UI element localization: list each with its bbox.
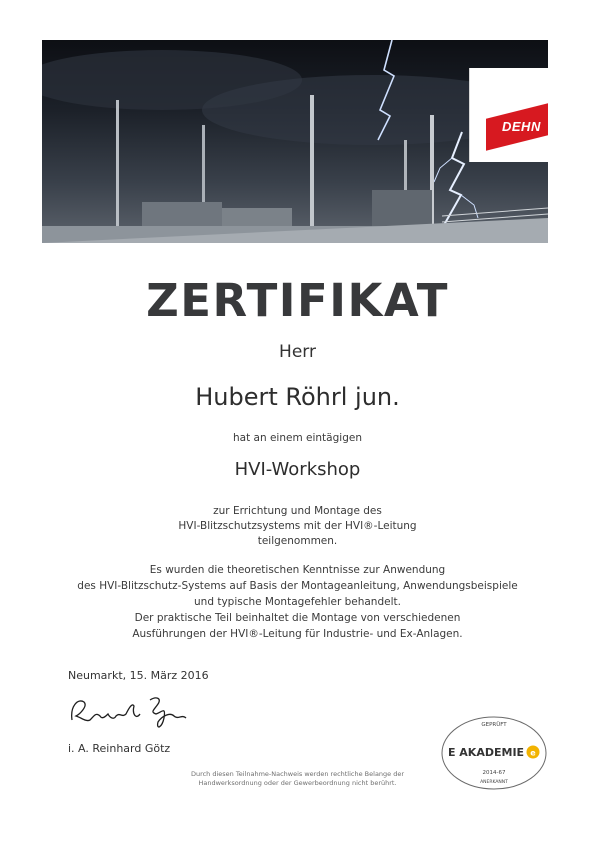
header-photo-lightning-rooftop <box>42 40 548 243</box>
legal-note-line: Durch diesen Teilnahme-Nachweis werden rechtliche Belange der <box>190 770 405 778</box>
course-description <box>40 562 555 642</box>
participation-intro: hat an einem eintägigen <box>233 432 362 444</box>
place-date: Neumarkt, 15. März 2016 <box>68 669 209 682</box>
description-line: des HVI-Blitzschutz-Systems auf Basis der Montageanleitung, Anwendungsbeispiele <box>77 580 518 592</box>
seal-main-text: E AKADEMIE <box>447 746 525 759</box>
description-line: und typische Montagefehler behandelt. <box>194 596 401 608</box>
dehn-logo <box>486 101 548 150</box>
purpose-line: teilgenommen. <box>257 535 338 547</box>
seal-year-text: 2014-67 <box>482 770 506 776</box>
workshop-name: HVI-Workshop <box>234 459 361 480</box>
handwritten-signature <box>66 692 196 734</box>
purpose-line: HVI-Blitzschutzsystems mit der HVI®-Leitung <box>178 520 417 532</box>
purpose-line: zur Errichtung und Montage des <box>213 505 382 517</box>
e-akademie-certification-seal <box>440 714 548 792</box>
description-line: Der praktische Teil beinhaltet die Montage von verschiedenen <box>134 612 461 624</box>
description-line: Ausführungen der HVI®-Leitung für Industrie- und Ex-Anlagen. <box>132 628 463 640</box>
dehn-logo-text: DEHN <box>501 118 541 134</box>
signer-name: i. A. Reinhard Götz <box>68 742 171 755</box>
seal-top-text: GEPRÜFT <box>481 722 507 728</box>
salutation: Herr <box>279 342 316 362</box>
description-line: Es wurden die theoretischen Kenntnisse zur Anwendung <box>149 564 446 576</box>
svg-text:e: e <box>530 748 536 758</box>
seal-bottom-text: ANERKANNT <box>480 780 508 785</box>
certificate-title: ZERTIFIKAT <box>146 274 449 327</box>
dehn-logo-panel <box>469 68 548 162</box>
recipient-name: Hubert Röhrl jun. <box>195 383 400 411</box>
legal-note-line: Handwerksordnung oder der Gewerbeordnung nicht berührt. <box>198 779 397 787</box>
